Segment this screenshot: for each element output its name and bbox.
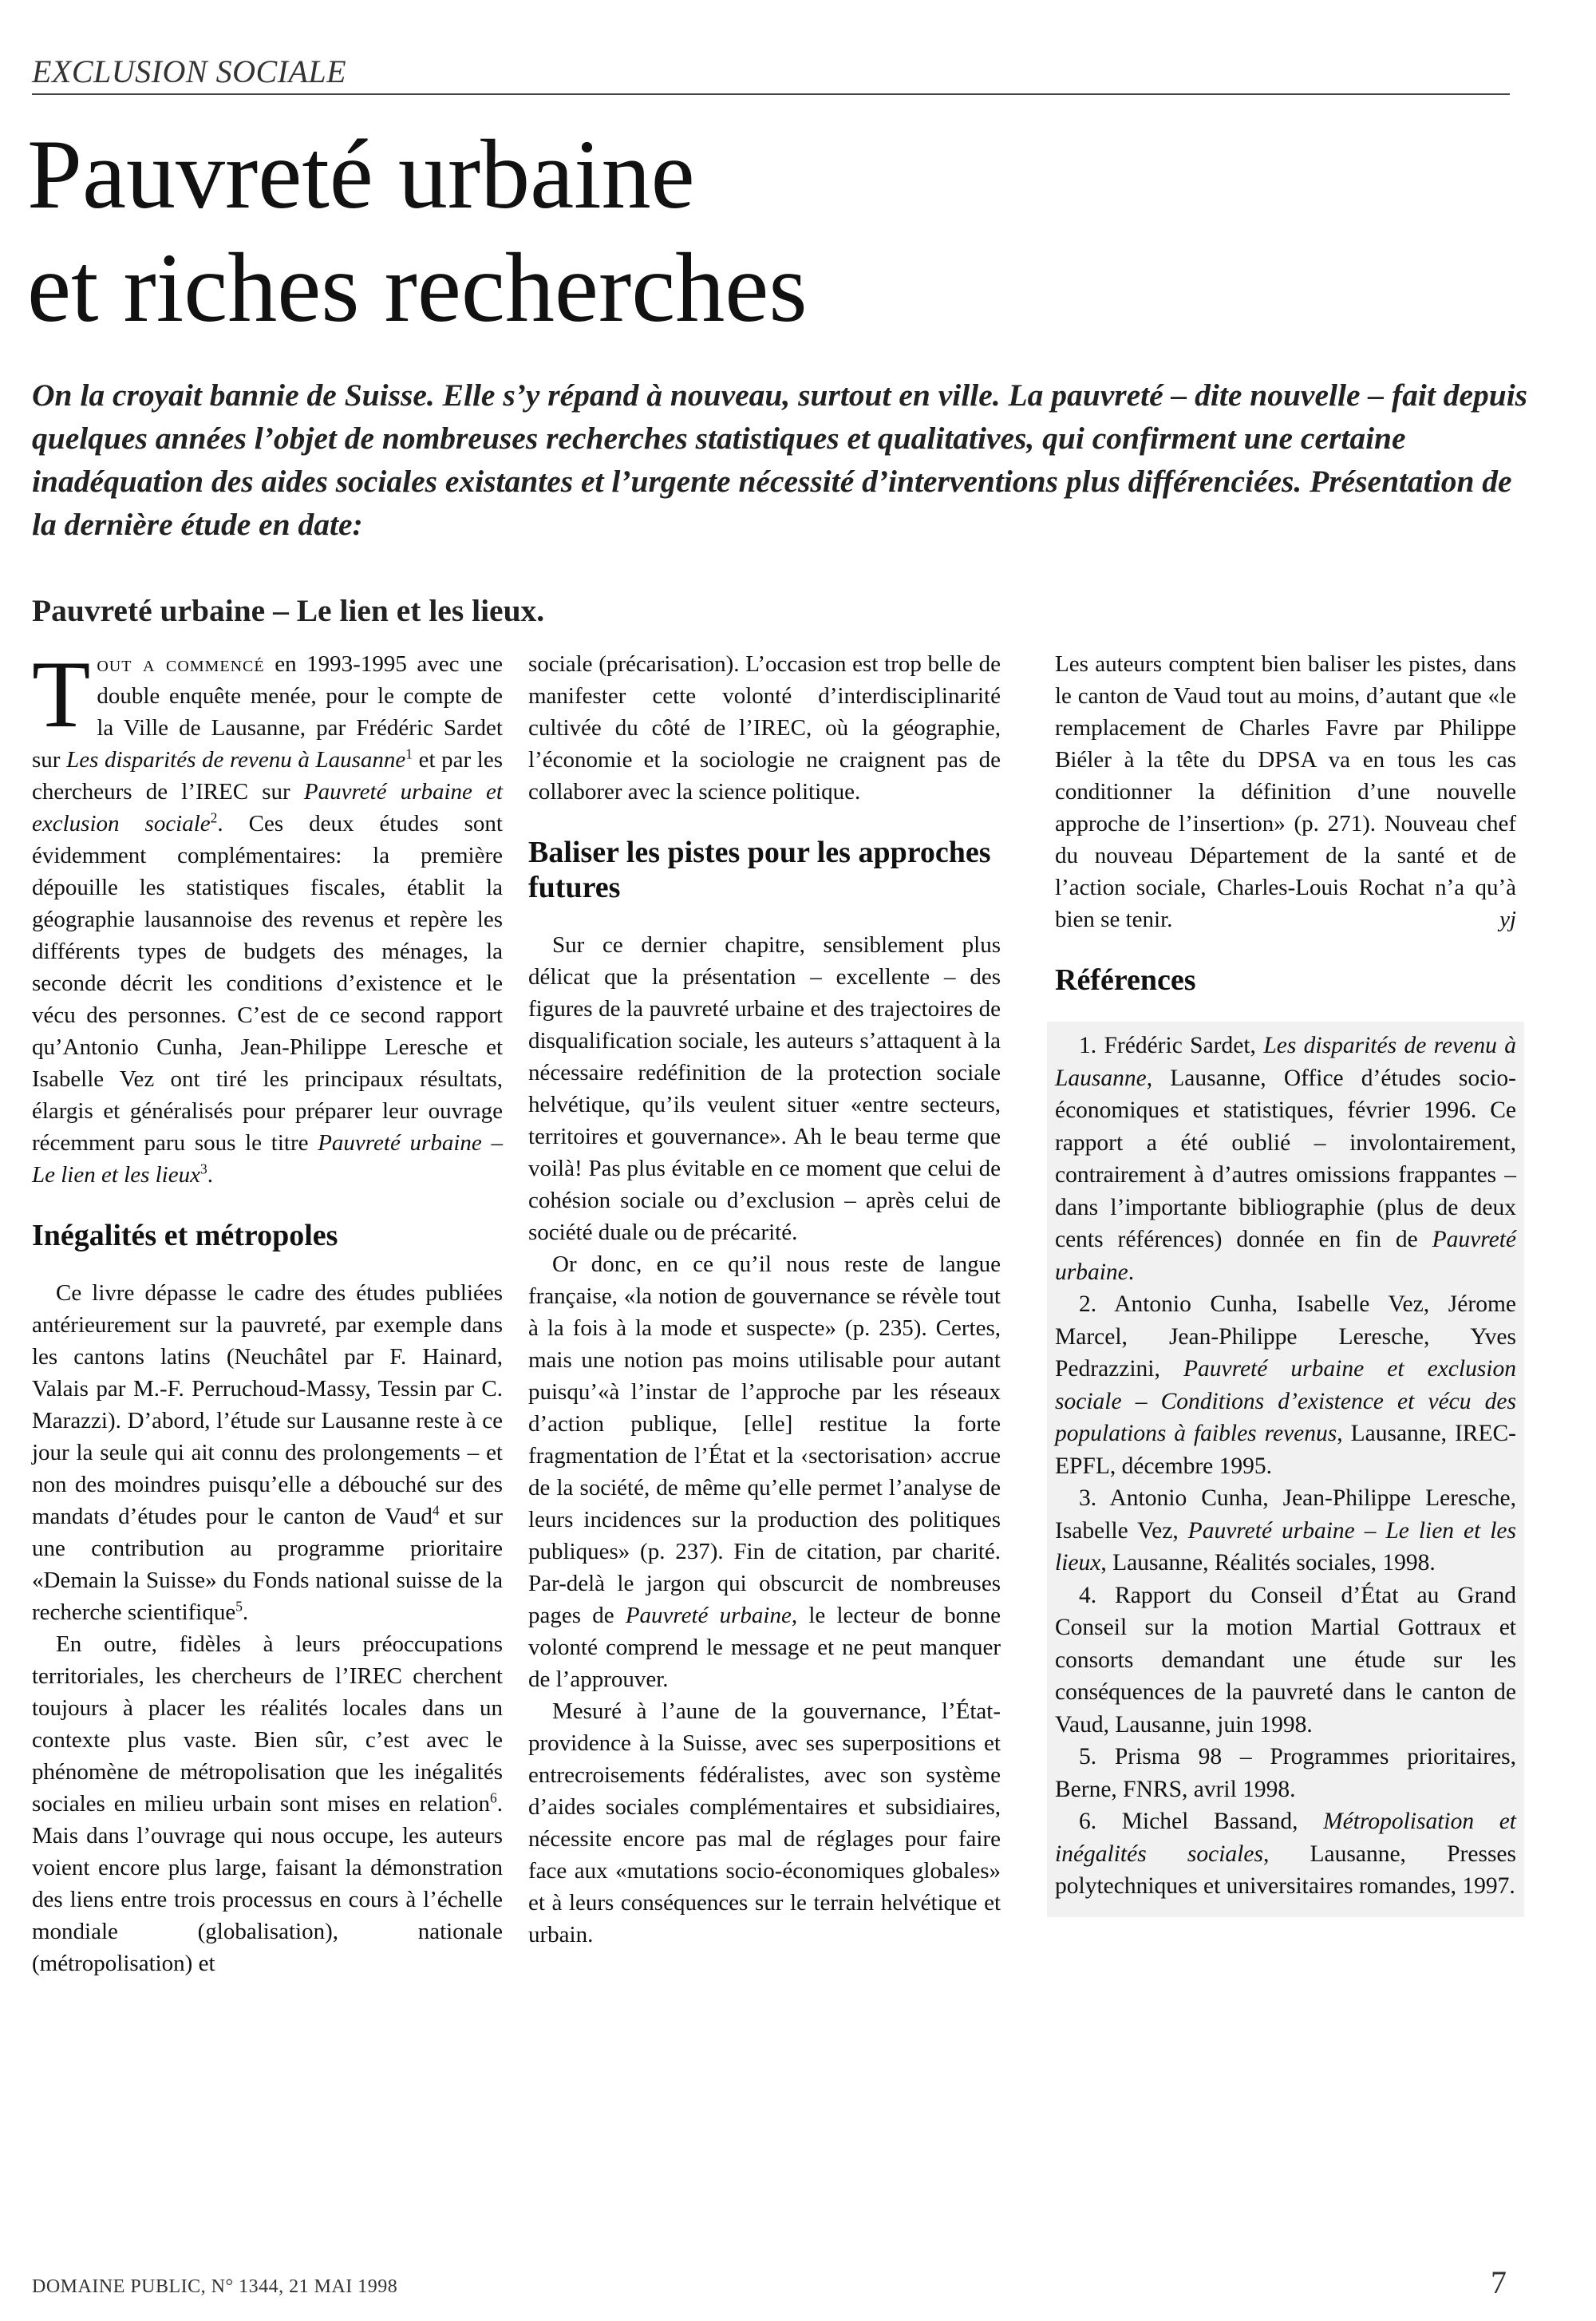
- text-run: Ce livre dépasse le cadre des études publiées antérieurement sur la pauvreté, par exemple dans les cantons latins (Neuchâtel par F. Hainard, Valais par M.-F. Perruchoud-Massy, Tessin par C. Marazzi). D’abord, l’étude sur Lausanne reste à ce jour la seule qui ait connu des prolongements – et non des moindres puisqu’elle a débouché sur des mandats d’études pour le canton de Vaud: [32, 1280, 503, 1529]
- citation: Pauvreté urbaine et exclusion sociale – Conditions d’existence et vécu des populations à faibles revenus: [1055, 1356, 1516, 1446]
- lead-caps: out a commencé: [97, 651, 265, 677]
- footnote-ref: 4: [432, 1502, 440, 1519]
- section-rubric: EXCLUSION SOCIALE: [32, 53, 347, 89]
- text-run: en 1993-1995 avec une double enquête menée, pour le compte de la Ville de Lausanne, par Frédéric Sardet sur: [32, 651, 503, 773]
- references-box: [1047, 1022, 1524, 1917]
- text-run: . Ces deux études sont évidemment complémentaires: la première dépouille les statistiques fiscales, établit la géographie lausannoise des revenus et repère les différents types de budgets des ménages, la seconde décrit les conditions d’existence et le vécu des personnes. C’est de ce second rapport qu’Antonio Cunha, Jean-Philippe Leresche et Isabelle Vez ont tiré les principaux résultats, élargis et généralisés pour préparer leur ouvrage récemment paru sous le titre: [32, 811, 503, 1156]
- text-run: Or donc, en ce qu’il nous reste de langue française, «la notion de gouvernance se révèle tout à la fois à la mode et suspecte» (p. 235). Certes, mais une notion pas moins utilisable pour autant puisqu’«à l’instar de l’approche par les réseaux d’action publique, [elle] restitue la forte fragmentation de l’État et la ‹sectorisation› accrue de la société, de même qu’elle permet l’analyse de leurs incidences sur la production des politiques publiques» (p. 237). Fin de citation, par charité. Par-delà le jargon qui obscurcit de nombreuses pages de: [528, 1251, 1001, 1628]
- citation: Pauvreté urbaine: [625, 1603, 792, 1628]
- reference-item: [1055, 1288, 1516, 1482]
- citation: Les disparités de revenu à Lausanne: [1055, 1033, 1516, 1091]
- lead-paragraph: On la croyait bannie de Suisse. Elle s’y répand à nouveau, surtout en ville. La pauvreté – dite nouvelle – fait depuis quelques années l’objet de nombreuses recherches statistiques et qualitatives, qui confirment une certaine inadéquation des aides sociales existantes et l’urgente nécessité d’interventions plus différenciées. Présentation de la dernière étude en date:: [32, 378, 1528, 542]
- publication-footer: DOMAINE PUBLIC, N° 1344, 21 MAI 1998: [32, 2276, 398, 2297]
- rubric-divider: [32, 93, 1510, 95]
- text-run: Les auteurs comptent bien baliser les pistes, dans le canton de Vaud tout au moins, d’autant que «le remplacement de Charles Favre par Philippe Biéler à la tête du DPSA va en tous les cas conditionner la définition d’une nouvelle approche de l’insertion» (p. 271). Nouveau chef du nouveau Département de la santé et de l’action sociale, Charles-Louis Rochat n’a qu’à bien se tenir.: [1055, 651, 1516, 932]
- subheading-inegalites: Inégalités et métropoles: [32, 1219, 338, 1252]
- text-run: 6. Michel Bassand,: [1079, 1809, 1324, 1834]
- citation: Pauvreté urbaine – Le lien et les lieux: [1055, 1517, 1516, 1576]
- text-run: En outre, fidèles à leurs préoccupations territoriales, les chercheurs de l’IREC cherchent toujours à placer les réalités locales dans un contexte plus vaste. Bien sûr, c’est avec le phénomène de métropolisation que les inégalités sociales en milieu urbain sont mises en relation: [32, 1631, 503, 1817]
- title-line-2: et riches recherches: [27, 233, 808, 342]
- footnote-ref: 1: [405, 745, 413, 762]
- paragraph: [32, 1277, 503, 1628]
- subheading-baliser: Baliser les pistes pour les approches futures: [528, 836, 991, 904]
- reference-item: 5. Prisma 98 – Programmes prioritaires, Berne, FNRS, avril 1998.: [1055, 1744, 1516, 1802]
- text-run: .: [207, 1162, 213, 1188]
- text-run: , le lecteur de bonne volonté comprend le message et ne peut manquer de l’approuver.: [528, 1603, 1001, 1692]
- article-title: [27, 118, 1144, 345]
- paragraph: Mesuré à l’aune de la gouvernance, l’État-providence à la Suisse, avec ses superpositions et entrecroisements fédéralistes, avec son système d’aides sociales complémentaires et subsidiaires, nécessite encore pas mal de réglages pour faire face aux «mutations socio-économiques globales» et à leurs conséquences sur le terrain helvétique et urbain.: [528, 1698, 1001, 1947]
- author-signature: yj: [1499, 907, 1516, 932]
- paragraph: [528, 1248, 1001, 1695]
- text-run: et par les chercheurs de l’IREC sur: [32, 747, 504, 805]
- paragraph-intro: [32, 641, 504, 1191]
- citation: Pauvreté urbaine – Le lien et les lieux: [32, 1130, 503, 1188]
- text-run: , Lausanne, Office d’études socio-économiques et statistiques, février 1996. Ce rapport a été oublié – involontairement, contrairement à d’autres omissions frappantes – dans l’importante bibliographie (plus de deux cents références) donnée en fin de: [1055, 1065, 1516, 1252]
- text-run: , Lausanne, IREC-EPFL, décembre 1995.: [1055, 1421, 1516, 1479]
- column-2: [528, 648, 1001, 1951]
- text-run: , Lausanne, Réalités sociales, 1998.: [1100, 1550, 1436, 1576]
- paragraph: [32, 1628, 503, 1979]
- text-run: 2. Antonio Cunha, Isabelle Vez, Jérome Marcel, Jean-Philippe Leresche, Yves Pedrazzini,: [1055, 1291, 1516, 1382]
- footnote-ref: 6: [490, 1789, 497, 1806]
- drop-cap: T: [32, 641, 91, 747]
- reference-item: [1055, 1030, 1516, 1288]
- citation: Pauvreté urbaine et exclusion sociale: [32, 779, 503, 836]
- title-line-1: Pauvreté urbaine: [27, 120, 695, 229]
- text-run: , Lausanne, Presses polytechniques et universitaires romandes, 1997.: [1055, 1841, 1516, 1899]
- footnote-ref: 5: [235, 1598, 243, 1615]
- text-run: et sur une contribution au programme prioritaire «Demain la Suisse» du Fonds national suisse de la recherche scientifique: [32, 1504, 503, 1625]
- text-run: 1. Frédéric Sardet,: [1079, 1033, 1264, 1058]
- text-run: 3. Antonio Cunha, Jean-Philippe Leresche, Isabelle Vez,: [1055, 1485, 1516, 1544]
- text-run: .: [242, 1599, 249, 1625]
- citation: Métropolisation et inégalités sociales: [1055, 1809, 1516, 1867]
- column-3: [1055, 648, 1516, 1917]
- column-1: [32, 641, 504, 1979]
- footnote-ref: 2: [210, 809, 218, 826]
- footnote-ref: 3: [200, 1160, 207, 1177]
- page-number: 7: [1491, 2264, 1507, 2300]
- lead-book-title: Pauvreté urbaine – Le lien et les lieux.: [32, 593, 545, 628]
- reference-item: [1055, 1482, 1516, 1580]
- references-title: Références: [1055, 963, 1196, 997]
- citation: Les disparités de revenu à Lausanne: [66, 747, 406, 773]
- citation: Pauvreté urbaine: [1055, 1227, 1516, 1285]
- reference-item: [1055, 1805, 1516, 1903]
- reference-item: 4. Rapport du Conseil d’État au Grand Conseil sur la motion Martial Gottraux et consorts demandant une étude sur les conséquences de la pauvreté dans le canton de Vaud, Lausanne, juin 1998.: [1055, 1582, 1516, 1738]
- paragraph: [1055, 648, 1516, 935]
- text-run: .: [1128, 1259, 1135, 1285]
- text-run: . Mais dans l’ouvrage qui nous occupe, les auteurs voient encore plus large, faisant la démonstration des liens entre trois processus en cours à l’échelle mondiale (globalisation), nationale (métropolisation) et: [32, 1791, 503, 1976]
- paragraph: sociale (précarisation). L’occasion est trop belle de manifester cette volonté d’interdisciplinarité cultivée du côté de l’IREC, où la géographie, l’économie et la sociologie ne craignent pas de collaborer avec la science politique.: [528, 651, 1001, 805]
- paragraph: Sur ce dernier chapitre, sensiblement plus délicat que la présentation – excellente – des figures de la pauvreté urbaine et des trajectoires de disqualification sociale, les auteurs s’attaquent à la nécessaire redéfinition de la protection sociale helvétique, qu’ils veulent situer «entre secteurs, territoires et gouvernance». Ah le beau terme que voilà! Pas plus évitable en ce moment que celui de cohésion sociale ou d’exclusion – après celui de société duale ou de précarité.: [528, 932, 1001, 1245]
